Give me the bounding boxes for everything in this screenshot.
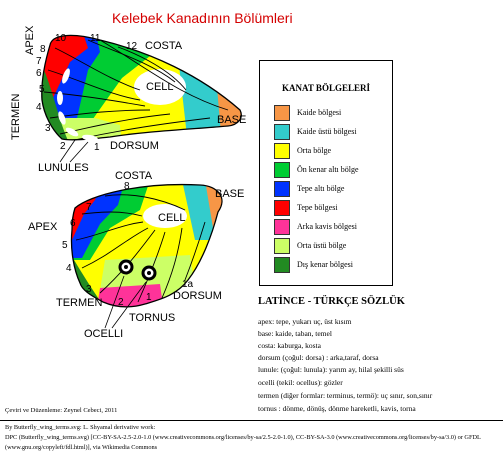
legend-label: Dış kenar bölgesi: [297, 260, 353, 269]
legend-item: [274, 181, 390, 198]
forewing-termen-label: TERMEN: [10, 93, 22, 140]
fw-vein-11: 11: [90, 33, 101, 44]
footer-divider: [0, 420, 503, 421]
fw-vein-3: 3: [45, 123, 51, 134]
legend-box: [259, 60, 393, 286]
legend-swatch: [274, 162, 290, 178]
legend-item: [274, 143, 390, 160]
legend-label: Tepe bölgesi: [297, 203, 338, 212]
legend-label: Orta bölge: [297, 146, 331, 155]
hw-vein-7: 7: [86, 202, 92, 213]
legend-swatch: [274, 143, 290, 159]
hw-vein-3: 3: [86, 284, 92, 295]
legend-item: [274, 200, 390, 217]
hw-vein-4: 4: [66, 263, 72, 274]
legend-swatch: [274, 124, 290, 140]
forewing-apex-label: APEX: [24, 25, 36, 55]
legend-item: [274, 105, 390, 122]
legend-item: [274, 162, 390, 179]
dictionary-entry: termen (diğer formlar: terminus, termö): uç sınır, son,sınır: [258, 391, 433, 400]
dictionary-entry: tornus : dönme, dönüş, dönme hareketli, kavis, torna: [258, 404, 416, 413]
hindwing-base-label: BASE: [215, 188, 245, 200]
wing-diagram: [0, 0, 260, 400]
legend-label: Orta üstü bölge: [297, 241, 347, 250]
fw-vein-2: 2: [60, 141, 66, 152]
fw-vein-1: 1: [94, 142, 100, 153]
footer-line: DPC (Butterfly_wing_terms.svg) [CC-BY-SA-2.5-2.0-1.0 (www.creativecommons.org/licenses/by-sa/2.5-2.0-1.0), CC-BY-SA-3.0 (www.creativecommons.org/licenses/by-sa/3.0) or GFDL: [5, 434, 481, 441]
hindwing-termen-label: TERMEN: [56, 297, 103, 309]
dictionary-entry: lunule: (çoğul: lunula): yarım ay, hilal şekilli süs: [258, 365, 404, 374]
legend-title: KANAT BÖLGELERİ: [282, 83, 370, 93]
forewing-dorsum-label: DORSUM: [110, 140, 159, 152]
translation-credit: Çeviri ve Düzenleme: Zeynel Cebeci, 2011: [5, 407, 118, 414]
hw-vein-1: 1: [146, 292, 152, 303]
hindwing-ocelli-label: OCELLI: [84, 328, 124, 340]
hindwing-apex-label: APEX: [28, 221, 58, 233]
legend-label: Kaide üstü bölgesi: [297, 127, 357, 136]
dictionary-entry: dorsum (çoğul: dorsa) : arka,taraf, dorsa: [258, 353, 379, 362]
forewing-cell-label: CELL: [146, 81, 174, 93]
legend-label: Kaide bölgesi: [297, 108, 342, 117]
fw-vein-12: 12: [126, 41, 138, 52]
hindwing-dorsum-label: DORSUM: [173, 290, 222, 302]
hw-vein-6: 6: [70, 218, 76, 229]
legend-swatch: [274, 219, 290, 235]
dictionary-entry: base: kaide, taban, temel: [258, 329, 332, 338]
legend-item: [274, 238, 390, 255]
legend-swatch: [274, 238, 290, 254]
fw-vein-5: 5: [39, 84, 45, 95]
hw-vein-8: 8: [124, 181, 130, 192]
dictionary-title: LATİNCE - TÜRKÇE SÖZLÜK: [258, 296, 405, 307]
footer-line: (www.gnu.org/copyleft/fdl.html)], via Wikimedia Commons: [5, 444, 158, 451]
dictionary-entry: ocelli (tekil: ocellus): gözler: [258, 378, 343, 387]
legend-item: [274, 124, 390, 141]
fw-vein-6: 6: [36, 68, 42, 79]
hw-vein-1a: 1a: [182, 279, 194, 290]
dictionary-entry: costa: kaburga, kosta: [258, 341, 321, 350]
legend-label: Arka kavis bölgesi: [297, 222, 357, 231]
hindwing-costa-label: COSTA: [115, 170, 153, 182]
footer-line: By Butterfly_wing_terms.svg: L. Shyamal derivative work:: [5, 424, 156, 431]
legend-item: [274, 219, 390, 236]
fw-vein-8: 8: [40, 44, 46, 55]
legend-label: Tepe altı bölge: [297, 184, 345, 193]
hindwing-tornus-label: TORNUS: [129, 312, 176, 324]
forewing-lunules-label: LUNULES: [38, 162, 89, 174]
fw-vein-10: 10: [55, 33, 67, 44]
hw-vein-2: 2: [118, 297, 124, 308]
dictionary-entry: apex: tepe, yukarı uç, üst kısım: [258, 317, 352, 326]
diagram-title: Kelebek Kanadının Bölümleri: [112, 10, 293, 26]
legend-swatch: [274, 181, 290, 197]
fw-vein-4: 4: [36, 102, 42, 113]
legend-item: [274, 257, 390, 274]
forewing-costa-label: COSTA: [145, 40, 183, 52]
legend-swatch: [274, 105, 290, 121]
fw-vein-7: 7: [36, 56, 42, 67]
forewing-base-label: BASE: [217, 114, 247, 126]
hindwing-cell-label: CELL: [158, 212, 186, 224]
legend-swatch: [274, 200, 290, 216]
legend-label: Ön kenar altı bölge: [297, 165, 359, 174]
hw-vein-5: 5: [62, 240, 68, 251]
legend-swatch: [274, 257, 290, 273]
